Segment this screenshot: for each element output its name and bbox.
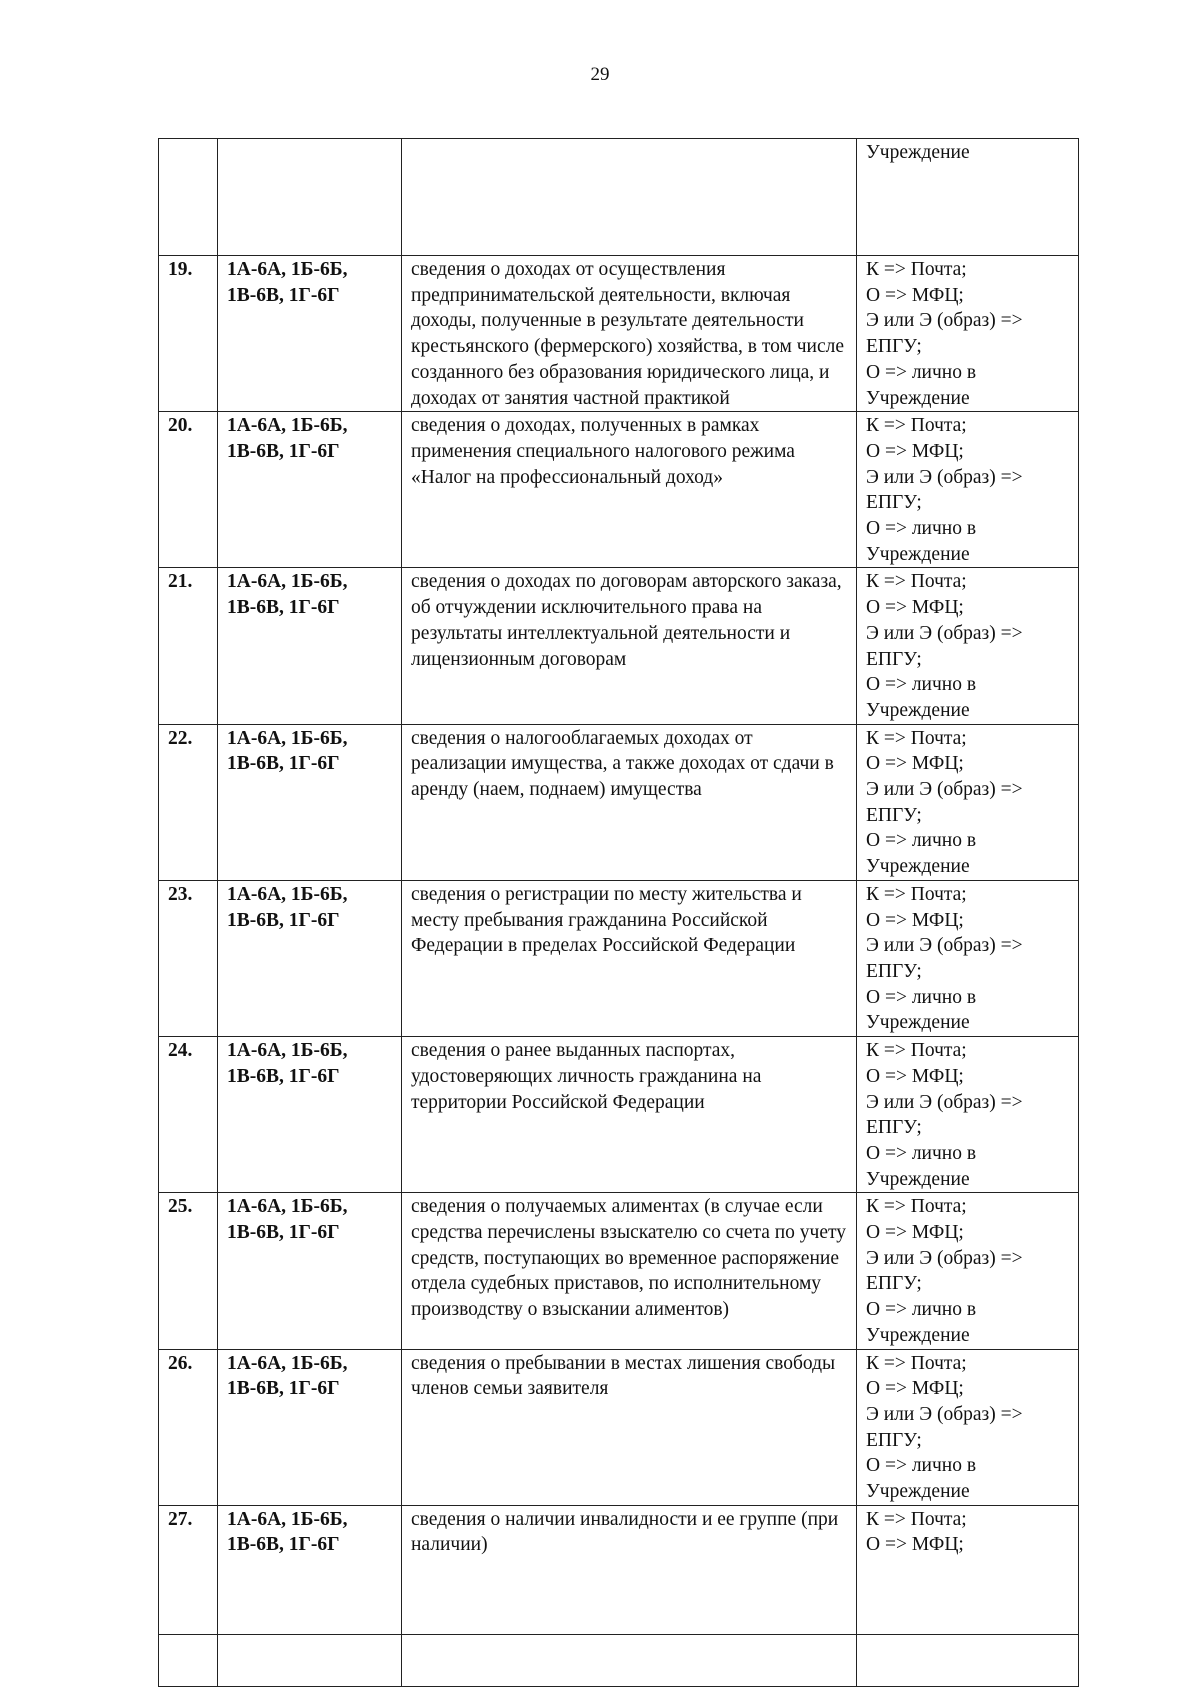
submission-methods: К => Почта; О => МФЦ; Э или Э (образ) => ЕПГУ; О => лично в Учреждение <box>857 412 1079 568</box>
category-codes: 1А-6А, 1Б-6Б, 1В-6В, 1Г-6Г <box>218 880 402 1036</box>
row-number: 21. <box>159 568 218 724</box>
table-row <box>159 1349 1079 1505</box>
row-number: 22. <box>159 724 218 880</box>
table-row <box>159 1193 1079 1349</box>
table-row <box>159 1037 1079 1193</box>
submission-methods: К => Почта; О => МФЦ; Э или Э (образ) => ЕПГУ; О => лично в Учреждение <box>857 880 1079 1036</box>
row-number: 24. <box>159 1037 218 1193</box>
row-number: 27. <box>159 1505 218 1634</box>
submission-methods: К => Почта; О => МФЦ; Э или Э (образ) => ЕПГУ; О => лично в Учреждение <box>857 1349 1079 1505</box>
row-number: 20. <box>159 412 218 568</box>
table-row <box>159 568 1079 724</box>
row-number: 19. <box>159 256 218 412</box>
category-codes: 1А-6А, 1Б-6Б, 1В-6В, 1Г-6Г <box>218 1193 402 1349</box>
row-number <box>159 139 218 256</box>
document-description: сведения о получаемых алиментах (в случае если средства перечислены взыскателю со счета по учету средств, поступающих во временное распоряжение отдела судебных приставов, по исполнительному производству о взыскании алиментов) <box>402 1193 857 1349</box>
submission-methods: К => Почта; О => МФЦ; Э или Э (образ) => ЕПГУ; О => лично в Учреждение <box>857 1037 1079 1193</box>
submission-methods: Учреждение <box>857 139 1079 256</box>
document-description: сведения о доходах от осуществления предпринимательской деятельности, включая доходы, полученные в результате деятельности крестьянского (фермерского) хозяйства, в том числе созданного без образования юридического лица, и доходах от занятия частной практикой <box>402 256 857 412</box>
row-number: 25. <box>159 1193 218 1349</box>
table-row <box>159 1634 1079 1686</box>
table-row <box>159 880 1079 1036</box>
table-row <box>159 724 1079 880</box>
category-codes <box>218 139 402 256</box>
category-codes: 1А-6А, 1Б-6Б, 1В-6В, 1Г-6Г <box>218 256 402 412</box>
category-codes: 1А-6А, 1Б-6Б, 1В-6В, 1Г-6Г <box>218 1037 402 1193</box>
category-codes: 1А-6А, 1Б-6Б, 1В-6В, 1Г-6Г <box>218 568 402 724</box>
document-description <box>402 139 857 256</box>
document-description: сведения о налогооблагаемых доходах от реализации имущества, а также доходах от сдачи в аренду (наем, поднаем) имущества <box>402 724 857 880</box>
document-description: сведения о доходах, полученных в рамках применения специального налогового режима «Налог на профессиональный доход» <box>402 412 857 568</box>
submission-methods <box>857 1634 1079 1686</box>
submission-methods: К => Почта; О => МФЦ; Э или Э (образ) => ЕПГУ; О => лично в Учреждение <box>857 1193 1079 1349</box>
document-description: сведения о наличии инвалидности и ее группе (при наличии) <box>402 1505 857 1634</box>
category-codes: 1А-6А, 1Б-6Б, 1В-6В, 1Г-6Г <box>218 1349 402 1505</box>
category-codes: 1А-6А, 1Б-6Б, 1В-6В, 1Г-6Г <box>218 724 402 880</box>
row-number: 26. <box>159 1349 218 1505</box>
submission-methods: К => Почта; О => МФЦ; Э или Э (образ) => ЕПГУ; О => лично в Учреждение <box>857 724 1079 880</box>
document-description: сведения о регистрации по месту жительства и месту пребывания гражданина Российской Федерации в пределах Российской Федерации <box>402 880 857 1036</box>
row-number: 23. <box>159 880 218 1036</box>
row-number <box>159 1634 218 1686</box>
document-description: сведения о ранее выданных паспортах, удостоверяющих личность гражданина на территории Российской Федерации <box>402 1037 857 1193</box>
table-row <box>159 256 1079 412</box>
document-description: сведения о доходах по договорам авторского заказа, об отчуждении исключительного права на результаты интеллектуальной деятельности и лицензионным договорам <box>402 568 857 724</box>
category-codes <box>218 1634 402 1686</box>
table-row <box>159 1505 1079 1634</box>
document-description: сведения о пребывании в местах лишения свободы членов семьи заявителя <box>402 1349 857 1505</box>
submission-methods: К => Почта; О => МФЦ; Э или Э (образ) => ЕПГУ; О => лично в Учреждение <box>857 568 1079 724</box>
category-codes: 1А-6А, 1Б-6Б, 1В-6В, 1Г-6Г <box>218 412 402 568</box>
submission-methods: К => Почта; О => МФЦ; <box>857 1505 1079 1634</box>
submission-methods: К => Почта; О => МФЦ; Э или Э (образ) => ЕПГУ; О => лично в Учреждение <box>857 256 1079 412</box>
table-row <box>159 412 1079 568</box>
category-codes: 1А-6А, 1Б-6Б, 1В-6В, 1Г-6Г <box>218 1505 402 1634</box>
documents-table <box>158 138 1079 1687</box>
page-number: 29 <box>590 64 610 85</box>
document-description <box>402 1634 857 1686</box>
table-row <box>159 139 1079 256</box>
